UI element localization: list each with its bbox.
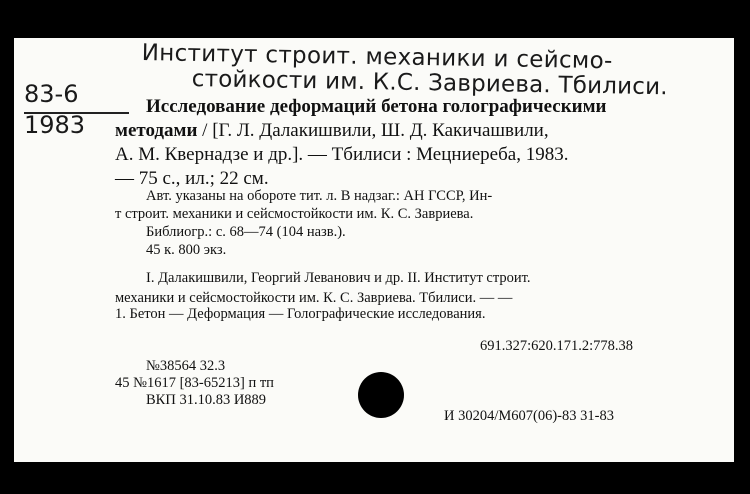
udc-code: 691.327:620.171.2:778.38 — [480, 338, 634, 354]
shelf-mark-bottom: 1983 — [24, 111, 86, 139]
index-code: И 30204/М607(06)-83 31-83 — [444, 408, 614, 424]
punch-hole — [358, 372, 404, 418]
note-price: 45 к. 800 экз. — [146, 242, 227, 258]
tracing-line3: 1. Бетон — Деформация — Голографические исследования. — [115, 306, 486, 322]
handwritten-note-line1: Институт строит. механики и сейсмо- — [141, 40, 613, 75]
collation-line: — 75 с., ил.; 22 см. — [115, 168, 269, 189]
note-bibliography: Библиогр.: с. 68—74 (104 назв.). — [146, 224, 346, 240]
title-bold-tail: методами — [115, 120, 198, 141]
imprint-line: А. М. Квернадзе и др.]. — Тбилиси : Мецниереба, 1983. — [115, 144, 569, 165]
authors-line: / [Г. Л. Далакишвили, Ш. Д. Какичашвили, — [197, 120, 549, 141]
title-line2 — [115, 120, 549, 142]
vkp-line: ВКП 31.10.83 И889 — [146, 392, 267, 408]
handwritten-note-line2: стойкости им. К.С. Завриева. Тбилиси. — [191, 66, 669, 101]
note-institute: т строит. механики и сейсмостойкости им. К. С. Завриева. — [115, 206, 474, 222]
catalog-card — [14, 38, 734, 462]
tracing-line2: механики и сейсмостойкости им. К. С. Завриева. Тбилиси. — — — [115, 290, 513, 306]
registration-line: 45 №1617 [83-65213] п тп — [115, 375, 274, 391]
control-number: №38564 32.3 — [146, 358, 226, 374]
tracing-line1: I. Далакишвили, Георгий Леванович и др. II. Институт строит. — [146, 270, 531, 286]
shelf-mark-top: 83-6 — [24, 80, 79, 108]
title-line1: Исследование деформаций бетона голографическими — [146, 96, 607, 117]
note-authors: Авт. указаны на обороте тит. л. В надзаг.: АН ГССР, Ин- — [146, 188, 493, 204]
